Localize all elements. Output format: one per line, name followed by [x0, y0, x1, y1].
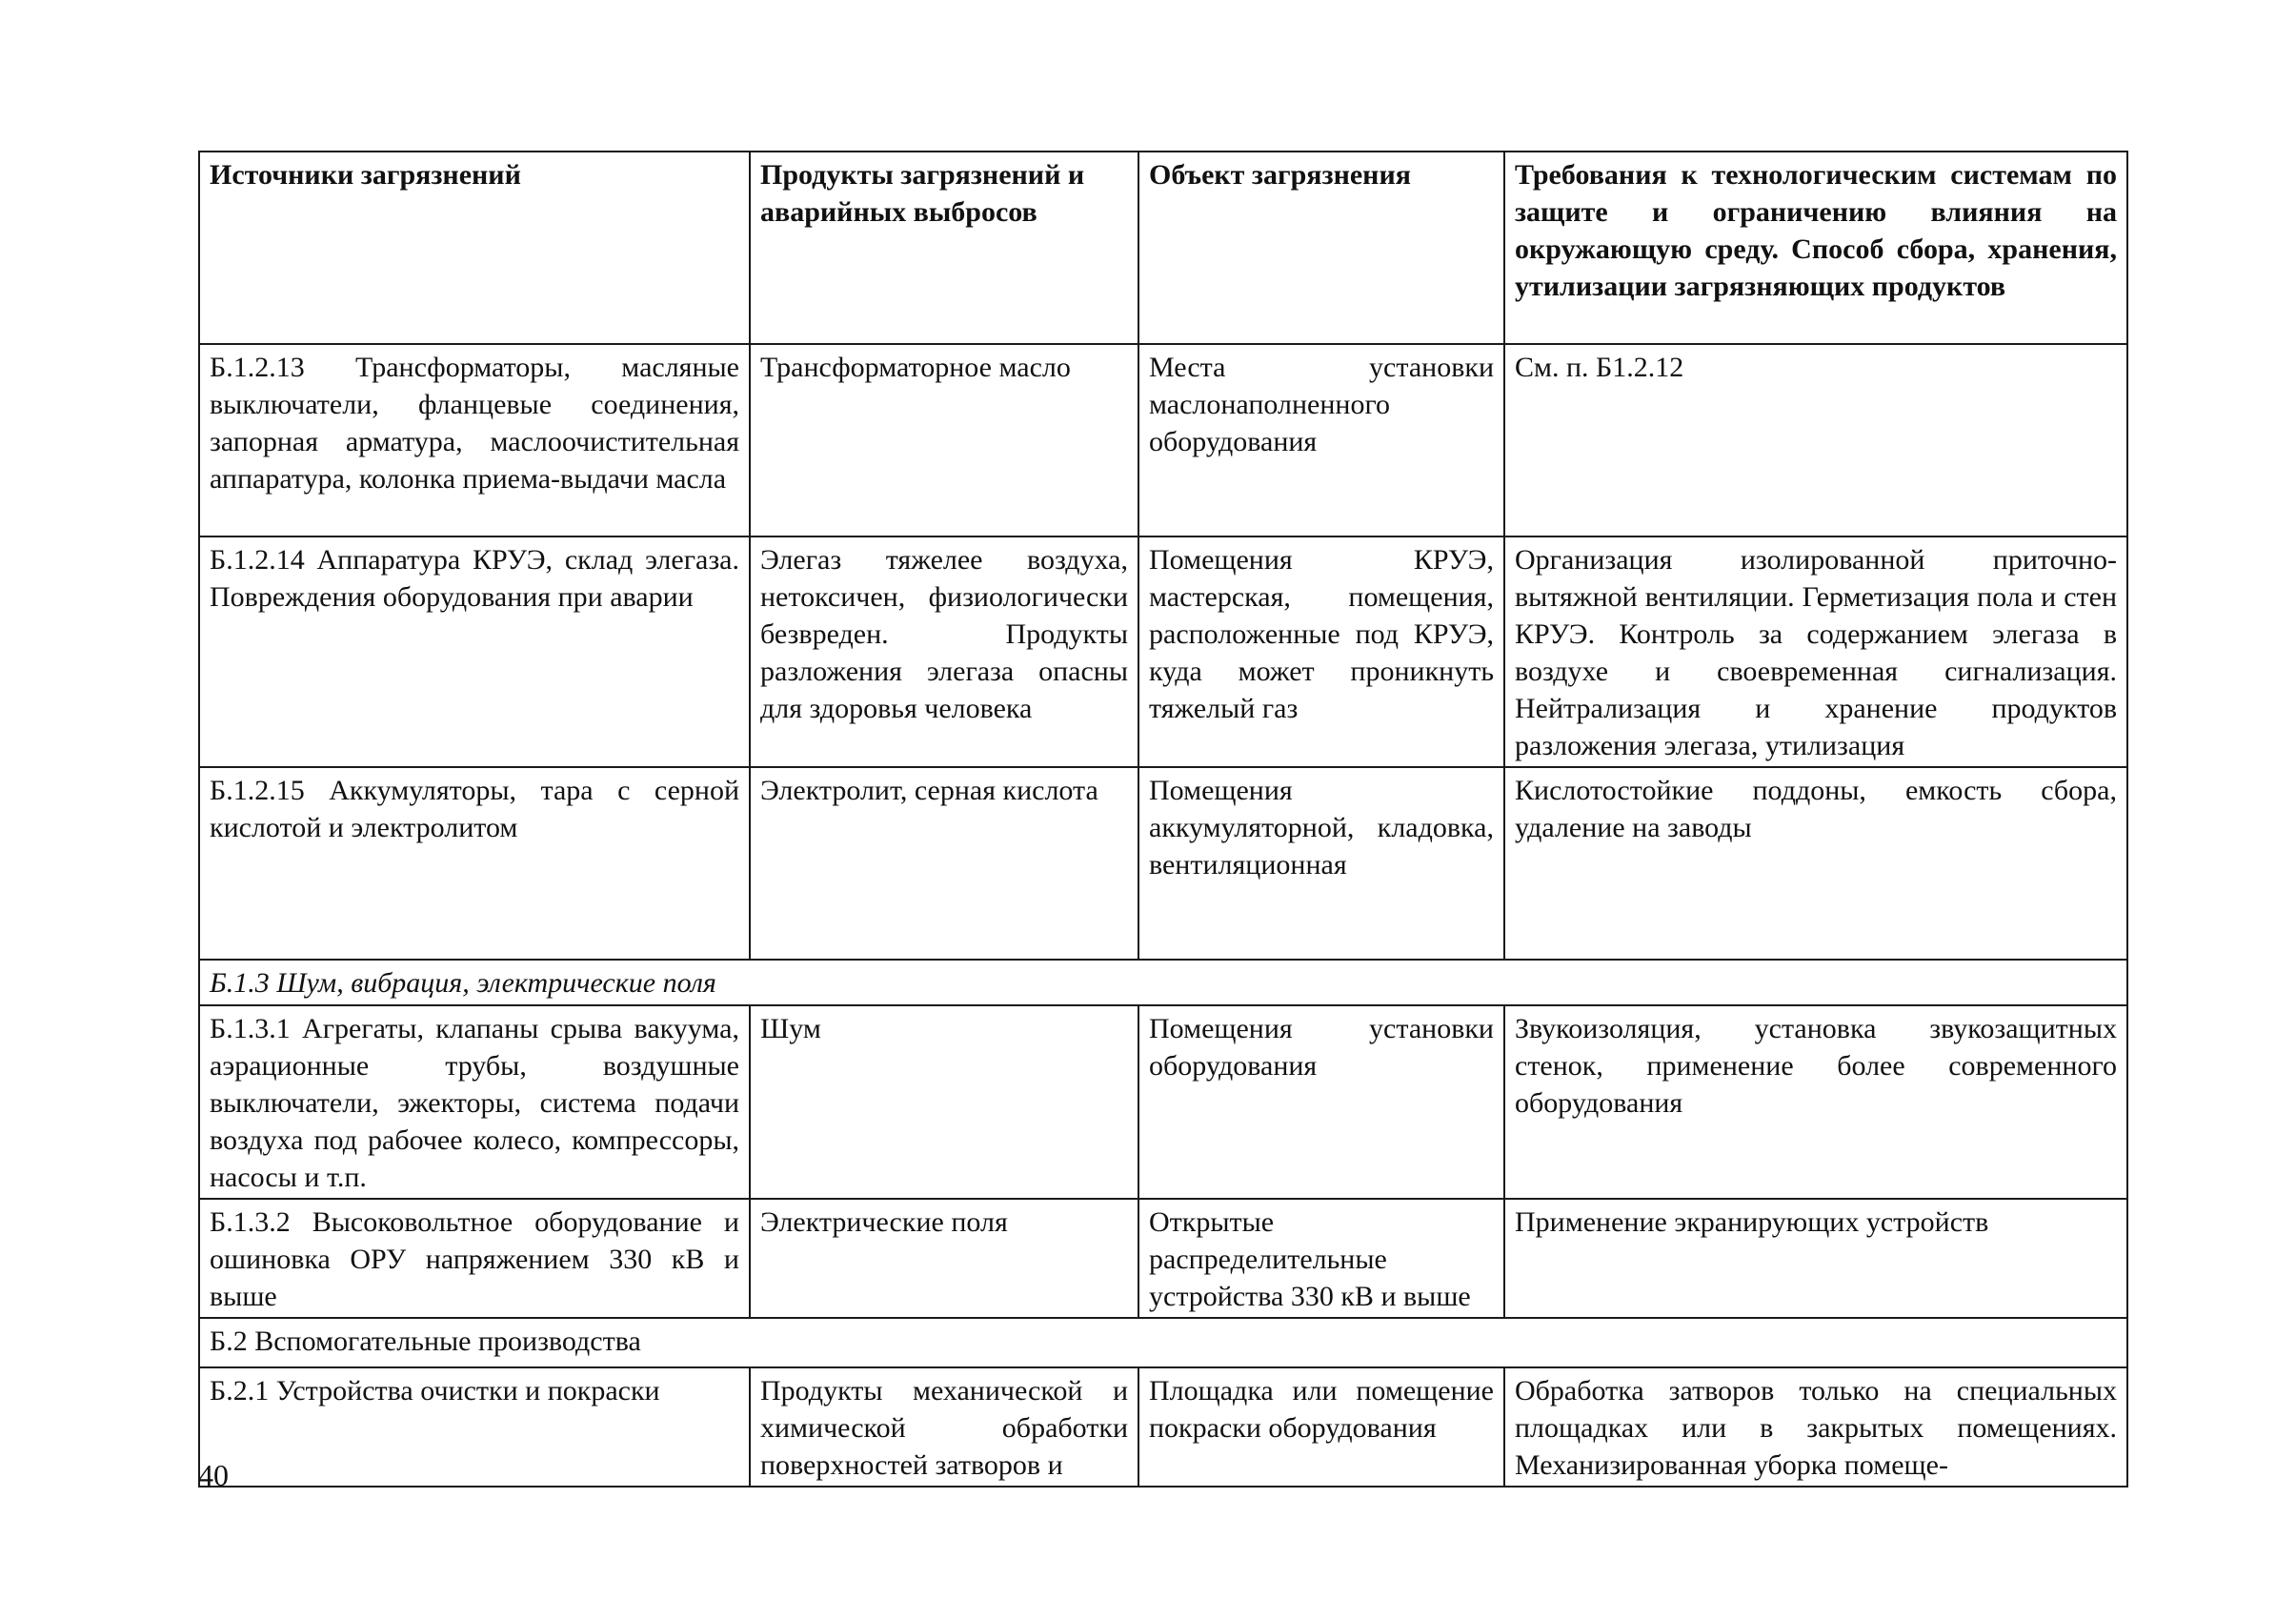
section-heading-1-3: Б.1.3 Шум, вибрация, электрические поля	[199, 960, 2127, 1005]
section-row	[199, 1318, 2127, 1367]
table-row	[199, 767, 2127, 960]
cell-source: Б.1.2.15 Аккумуляторы, тара с серной кислотой и электролитом	[199, 767, 750, 960]
cell-requirement: Звукоизоляция, установка звукозащитных стенок, применение более современного оборудования	[1504, 1005, 2127, 1199]
table-row	[199, 1005, 2127, 1199]
cell-object: Помещения КРУЭ, мастерская, помещения, расположенные под КРУЭ, куда может проникнуть тяжелый газ	[1138, 536, 1504, 767]
page-number: 40	[198, 1458, 229, 1492]
cell-product: Элегаз тяжелее воздуха, нетоксичен, физиологически безвреден. Продукты разложения элегаза опасны для здоровья человека	[750, 536, 1138, 767]
cell-source: Б.1.2.13 Трансформаторы, масляные выключатели, фланцевые соединения, запорная арматура, маслоочистительная аппаратура, колонка приема-выдачи масла	[199, 344, 750, 536]
cell-requirement: Кислотостойкие поддоны, емкость сбора, удаление на заводы	[1504, 767, 2127, 960]
cell-source: Б.1.3.2 Высоковольтное оборудование и ошиновка ОРУ напряжением 330 кВ и выше	[199, 1199, 750, 1318]
header-products: Продукты загрязнений и аварийных выбросов	[750, 152, 1138, 344]
section-heading-2: Б.2 Вспомогательные производства	[199, 1318, 2127, 1367]
section-row	[199, 960, 2127, 1005]
cell-source: Б.2.1 Устройства очистки и покраски	[199, 1367, 750, 1487]
cell-object: Открытые распределительные устройства 330 кВ и выше	[1138, 1199, 1504, 1318]
header-sources: Источники загрязнений	[199, 152, 750, 344]
cell-source: Б.1.2.14 Аппаратура КРУЭ, склад элегаза. Повреждения оборудования при аварии	[199, 536, 750, 767]
cell-object: Помещения аккумуляторной, кладовка, вентиляционная	[1138, 767, 1504, 960]
cell-requirement: Применение экранирующих устройств	[1504, 1199, 2127, 1318]
table-row	[199, 344, 2127, 536]
table-header-row	[199, 152, 2127, 344]
cell-product: Шум	[750, 1005, 1138, 1199]
cell-product: Электролит, серная кислота	[750, 767, 1138, 960]
header-object: Объект загрязнения	[1138, 152, 1504, 344]
table-row	[199, 1199, 2127, 1318]
table-row	[199, 536, 2127, 767]
cell-object: Места установки маслонаполненного оборудования	[1138, 344, 1504, 536]
cell-requirement: Обработка затворов только на специальных площадках или в закрытых помещениях. Механизированная уборка помеще-	[1504, 1367, 2127, 1487]
cell-requirement: См. п. Б1.2.12	[1504, 344, 2127, 536]
cell-object: Площадка или помещение покраски оборудования	[1138, 1367, 1504, 1487]
cell-source: Б.1.3.1 Агрегаты, клапаны срыва вакуума, аэрационные трубы, воздушные выключатели, эжекторы, система подачи воздуха под рабочее колесо, компрессоры, насосы и т.п.	[199, 1005, 750, 1199]
cell-requirement: Организация изолированной приточно-вытяжной вентиляции. Герметизация пола и стен КРУЭ. Контроль за содержанием элегаза в воздухе и своевременная сигнализация. Нейтрализация и хранение продуктов разложения элегаза, утилизация	[1504, 536, 2127, 767]
cell-object: Помещения установки оборудования	[1138, 1005, 1504, 1199]
pollution-sources-table	[198, 151, 2128, 1488]
cell-product: Трансформаторное масло	[750, 344, 1138, 536]
cell-product: Электрические поля	[750, 1199, 1138, 1318]
header-requirements: Требования к технологическим системам по защите и ограничению влияния на окружающую среду. Способ сбора, хранения, утилизации загрязняющих продуктов	[1504, 152, 2127, 344]
cell-product: Продукты механической и химической обработки поверхностей затворов и	[750, 1367, 1138, 1487]
table-row	[199, 1367, 2127, 1487]
